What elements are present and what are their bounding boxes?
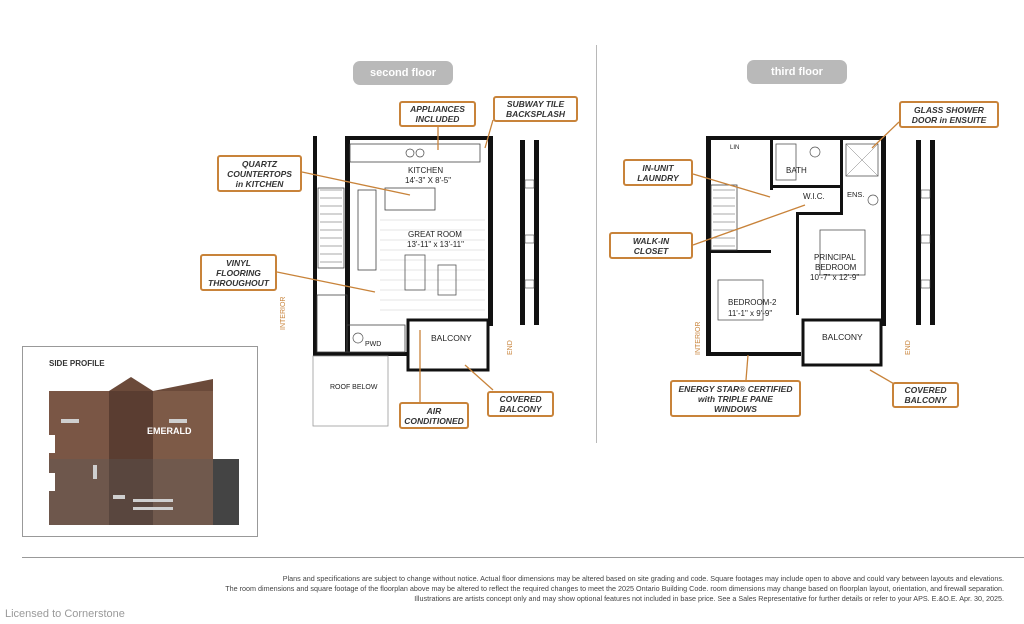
end-label-third: END [905, 340, 912, 355]
ensuite-label: ENS. [847, 190, 865, 199]
licensed-watermark: Licensed to Cornerstone [5, 608, 125, 620]
principal-bedroom-dimensions: 10'-7" x 12'-9" [810, 273, 860, 282]
bedroom-2-label: BEDROOM-2 [728, 298, 777, 307]
callout-appliances-included: APPLIANCES INCLUDED [399, 101, 476, 127]
principal-bedroom-label-1: PRINCIPAL [814, 253, 856, 262]
callout-glass-shower-door: GLASS SHOWER DOOR in ENSUITE [899, 101, 999, 128]
callout-vinyl-flooring: VINYL FLOORING THROUGHOUT [200, 254, 277, 291]
balcony-label-third: BALCONY [822, 332, 863, 342]
powder-room-label: PWD [365, 341, 382, 348]
callout-covered-balcony-second: COVERED BALCONY [487, 391, 554, 417]
interior-label-third: INTERIOR [695, 321, 702, 355]
roof-below-label: ROOF BELOW [330, 384, 378, 391]
side-profile-panel [22, 346, 258, 537]
side-profile-building [49, 375, 239, 525]
kitchen-label: KITCHEN [408, 166, 444, 175]
callout-energy-star-windows: ENERGY STAR® CERTIFIED with TRIPLE PANE WINDOWS [670, 380, 801, 417]
callout-walk-in-closet: WALK-IN CLOSET [609, 232, 693, 259]
side-profile-title: SIDE PROFILE [49, 359, 105, 368]
interior-label-second: INTERIOR [280, 296, 287, 330]
footer-divider [22, 557, 1024, 558]
second-floor-label: second floor [353, 61, 453, 85]
side-profile-building-name: EMERALD [147, 426, 192, 436]
callout-subway-tile-backsplash: SUBWAY TILE BACKSPLASH [493, 96, 578, 122]
third-floor-label: third floor [747, 60, 847, 84]
great-room-label: GREAT ROOM [408, 230, 462, 239]
callout-in-unit-laundry: IN-UNIT LAUNDRY [623, 159, 693, 186]
principal-bedroom-label-2: BEDROOM [815, 263, 857, 272]
great-room-dimensions: 13'-11" x 13'-11" [407, 240, 464, 249]
footer-disclaimer: Plans and specifications are subject to change without notice. Actual floor dimensions may be altered based on site grading and code. Square footages may include open to above and could vary between layouts and elevations. The room dimensions and square footage of the floorplan above may be altered to reflect the required changes to meet the 2025 Ontario Building Code. room dimensions may change based on floorplan layout, orientation, and firewall separation. Illustrations are artists concept only and may show optional features not included in base price. See a Sales Representative for further details or refer to your APS. E.&O.E. Apr. 30, 2025. [225, 574, 1004, 603]
bedroom-2-dimensions: 11'-1" x 9'-9" [728, 309, 773, 318]
callout-quartz-countertops: QUARTZ COUNTERTOPS in KITCHEN [217, 155, 302, 192]
kitchen-dimensions: 14'-3" X 8'-5" [405, 176, 452, 185]
callout-covered-balcony-third: COVERED BALCONY [892, 382, 959, 408]
linen-label: LIN [730, 145, 740, 151]
bath-label: BATH [786, 166, 807, 175]
wic-label: W.I.C. [803, 192, 825, 201]
callout-air-conditioned: AIR CONDITIONED [399, 402, 469, 429]
end-label-second: END [507, 340, 514, 355]
balcony-label-second: BALCONY [431, 333, 472, 343]
